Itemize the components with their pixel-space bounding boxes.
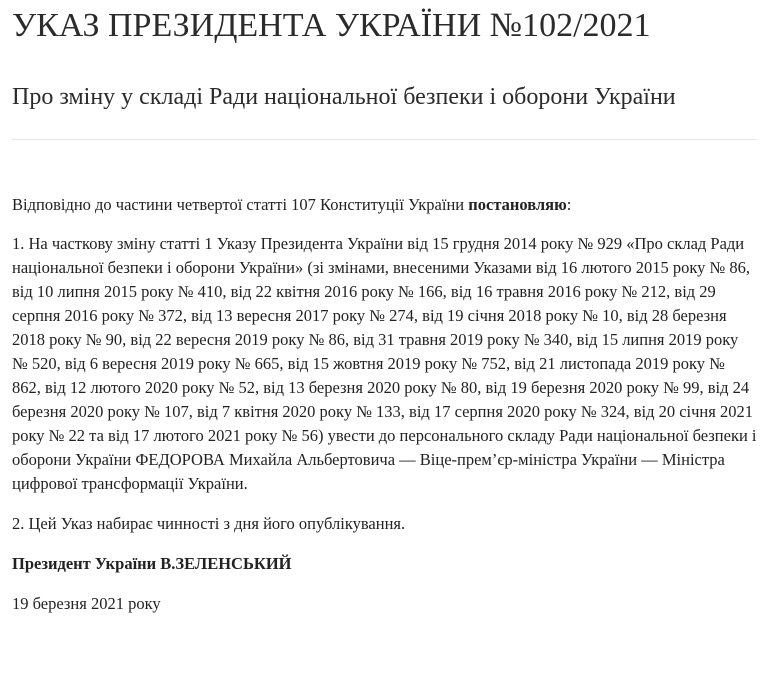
intro-paragraph (12, 193, 757, 217)
signature: Президент України В.ЗЕЛЕНСЬКИЙ (12, 554, 292, 573)
document (12, 0, 757, 616)
document-body (12, 193, 757, 616)
intro-text: Відповідно до частини четвертої статті 107 Конституції України (12, 195, 469, 214)
intro-bold-word: постановляю (468, 195, 567, 214)
paragraph-1: 1. На часткову зміну статті 1 Указу Президента України від 15 грудня 2014 року № 929 «Про склад Ради національної безпеки і оборони України» (зі змінами, внесеними Указами від 16 лютого 2015 року № 86, від 10 липня 2015 року № 410, від 22 квітня 2016 року № 166, від 16 травня 2016 року № 212, від 29 серпня 2016 року № 372, від 13 вересня 2017 року № 274, від 19 січня 2018 року № 10, від 28 березня 2018 року № 90, від 22 вересня 2019 року № 86, від 31 травня 2019 року № 340, від 15 липня 2019 року № 520, від 6 вересня 2019 року № 665, від 15 жовтня 2019 року № 752, від 21 листопада 2019 року № 862, від 12 лютого 2020 року № 52, від 13 березня 2020 року № 80, від 19 березня 2020 року № 99, від 24 березня 2020 року № 107, від 7 квітня 2020 року № 133, від 17 серпня 2020 року № 324, від 20 січня 2021 року № 22 та від 17 лютого 2021 року № 56) увести до персонального складу Ради національної безпеки і оборони України ФЕДОРОВА Михайла Альбертовича — Віце-прем’єр-міністра України — Міністра цифрової трансформації України. (12, 234, 757, 493)
decree-date: 19 березня 2021 року (12, 594, 161, 613)
divider (12, 139, 757, 140)
page-title: УКАЗ ПРЕЗИДЕНТА УКРАЇНИ №102/2021 (12, 7, 651, 44)
intro-tail: : (566, 195, 572, 214)
page-subtitle: Про зміну у складі Ради національної безпеки і оборони України (12, 84, 676, 110)
paragraph-2: 2. Цей Указ набирає чинності з дня його опублікування. (12, 514, 406, 533)
